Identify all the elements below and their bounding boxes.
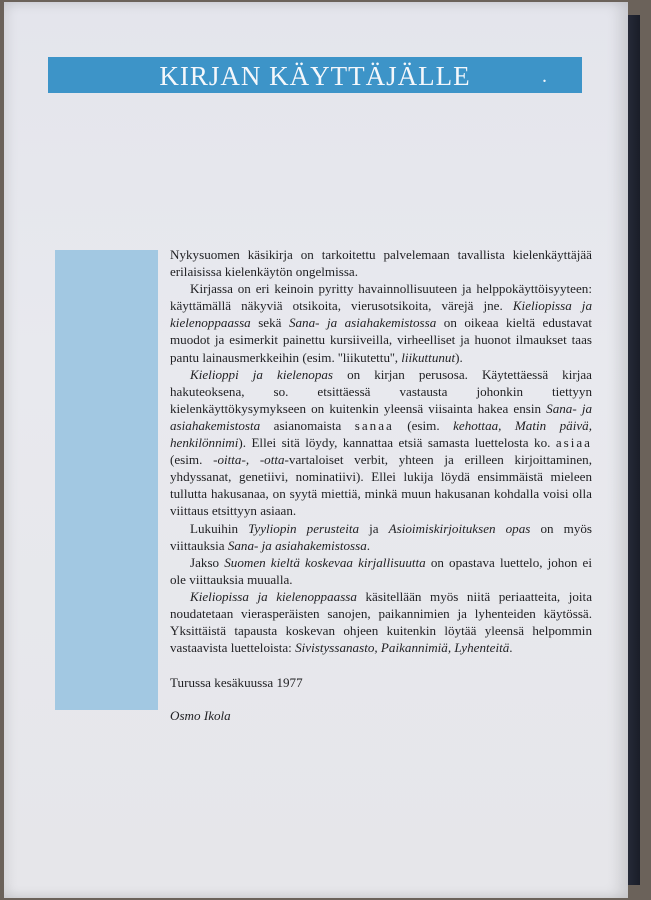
text-run: Kieliopissa ja kielenoppaassa	[190, 588, 357, 604]
text-run: Asioimiskirjoituksen opas	[388, 520, 531, 536]
text-run: asiaa	[555, 435, 592, 451]
paragraph-3	[170, 366, 592, 520]
text-run: Lukuihin	[190, 520, 249, 536]
title-banner	[48, 57, 582, 93]
text-run: asianomaista	[260, 417, 355, 433]
text-run: Jakso	[190, 554, 225, 570]
decorative-side-bar	[55, 250, 158, 710]
body-text	[170, 246, 592, 724]
text-run: ). Ellei sitä löydy, kannattaa etsiä samasta luettelosta ko.	[238, 435, 556, 451]
book-page	[4, 2, 628, 898]
text-run: ja	[359, 520, 389, 536]
text-run: .	[366, 537, 371, 553]
author-signature: Osmo Ikola	[170, 708, 231, 724]
text-run: Kieliopissa ja kielenoppaassa	[170, 298, 592, 331]
text-run: on kirjan perusosa. Käytettäessä kirjaa hakuteoksena, so. etsittäessä vastausta johonkin tiettyyn kielenkäyttökysymykseen on kuitenkin yleensä viisainta hakea ensin	[170, 366, 592, 416]
text-run: Kirjassa on eri keinoin pyritty havainnollisuuteen ja helppokäyttöisyyteen: käyttämällä näkyviä otsikoita, vierusotsikoita, värejä jne.	[170, 281, 592, 314]
text-run: Sana- ja asiahakemistossa	[288, 315, 437, 331]
paragraph-4	[170, 520, 592, 554]
text-run: liikuttunut	[401, 349, 456, 365]
text-run: Sivistyssanasto, Paikannimiä, Lyhenteitä	[295, 640, 510, 656]
text-run: on opastava luettelo, johon ei ole viittauksia muualla.	[170, 554, 593, 587]
text-run: on myös viittauksia	[170, 520, 593, 553]
page-title: KIRJAN KÄYTTÄJÄLLE	[159, 61, 471, 91]
text-run: Sana- ja asiahakemistosta	[170, 400, 593, 433]
text-run: -oitta-, -otta-	[213, 452, 289, 468]
text-run: Nykysuomen käsikirja on tarkoitettu palvelemaan tavallista kielenkäyttäjää erilaisissa kielenkäytön ongelmissa.	[170, 247, 592, 280]
text-run: Kielioppi ja kielenopas	[190, 366, 334, 382]
text-run: Sana- ja asiahakemistossa	[227, 537, 367, 553]
title-dot: .	[542, 65, 548, 87]
place-date: Turussa kesäkuussa 1977	[170, 675, 303, 691]
text-run: sanaa	[354, 417, 394, 433]
text-run: on oikeaa kieltä edustavat muodot ja esimerkit painettu kursiiveilla, virheelliset ja huonot ilmaukset taas pantu lainausmerkkeihin (esim. ''liikutettu'',	[170, 315, 592, 365]
text-run: Tyyliopin perusteita	[248, 520, 360, 536]
text-run: .	[509, 640, 513, 656]
text-run: sekä	[250, 315, 289, 331]
text-run: käsitellään myös niitä periaatteita, joita noudatetaan vierasperäisten sanojen, paikannimien ja lyhenteiden käytössä. Yksittäistä tapausta koskevan ohjeen kuitenkin löytää yleensä helpommin vastaavista luetteloista:	[170, 588, 592, 656]
text-run: kehottaa, Matin päivä, henkilönnimi	[170, 417, 592, 451]
text-run: Suomen kieltä koskevaa kirjallisuutta	[224, 554, 426, 570]
text-run: vartaloiset verbit, yhteen ja erilleen kirjoittaminen, yhdyssanat, genetiivi, nominatiivi). Ellei lukija löydä ensimmäistä mieleen tullutta hakusanaa, on syytä miettiä, minkä muun hakusanan kohdalla voisi olla viittaus etsittyyn asiaan.	[170, 452, 592, 519]
paragraph-2	[170, 280, 592, 365]
text-run: (esim.	[170, 452, 214, 468]
text-run: ).	[455, 349, 463, 365]
paragraph-1	[170, 246, 592, 280]
text-run: (esim.	[393, 417, 454, 433]
paragraph-6	[170, 588, 592, 656]
paragraph-5	[170, 554, 592, 588]
